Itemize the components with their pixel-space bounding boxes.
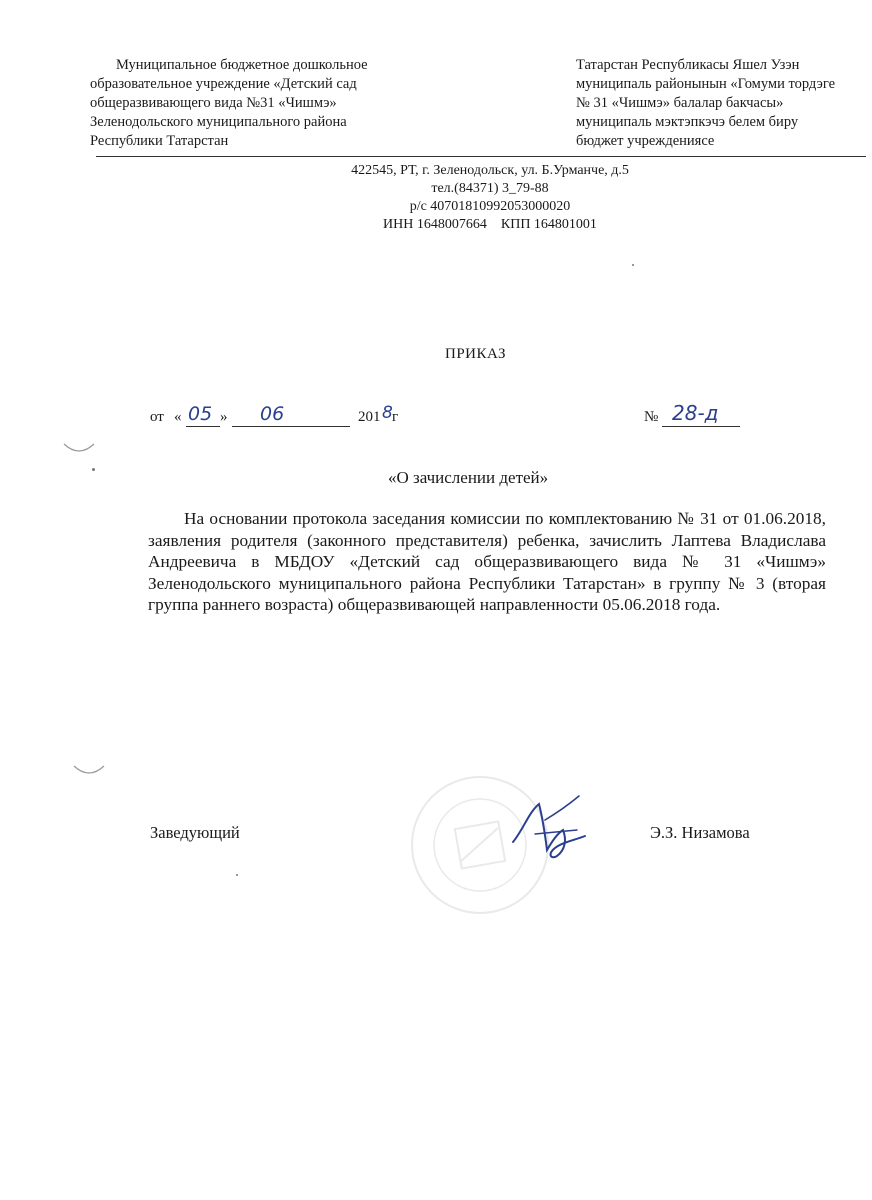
close-quote: » xyxy=(220,409,228,425)
header-left-institution xyxy=(90,56,430,151)
scan-speck xyxy=(92,468,95,471)
header-right-institution xyxy=(576,56,866,151)
address-block xyxy=(290,162,690,234)
inn-kpp-line: ИНН 1648007664 КПП 164801001 xyxy=(383,217,597,232)
signatory-position: Заведующий xyxy=(150,823,240,842)
phone-line: тел.(84371) 3_79-88 xyxy=(431,181,549,196)
day-underline xyxy=(186,426,220,427)
document-title: ПРИКАЗ xyxy=(445,346,506,362)
open-quote: « xyxy=(174,409,182,425)
header-divider xyxy=(96,156,866,157)
header-left-line: Республики Татарстан xyxy=(90,133,229,149)
signatory-name: Э.З. Низамова xyxy=(650,823,750,842)
header-right-line: № 31 «Чишмэ» балалар бакчасы» xyxy=(576,95,784,111)
scan-speck xyxy=(632,264,634,266)
handwritten-day: 05 xyxy=(188,403,213,425)
handwritten-month: 06 xyxy=(260,403,285,425)
year-suffix: г xyxy=(392,409,399,425)
number-underline xyxy=(662,426,740,427)
order-body: На основании протокола заседания комиссии по комплектованию № 31 от 01.06.2018, заявления родителя (законного представителя) ребенка, зачислить Лаптева Владислава Андреевича в МБДОУ «Детский сад общеразвивающего вида № 31 «Чишмэ» Зеленодольского муниципального района Республики Татарстан» в группу № 3 (вторая группа раннего возраста) общеразвивающей направленности 05.06.2018 года. xyxy=(148,509,826,614)
header-left-line: общеразвивающего вида №31 «Чишмэ» xyxy=(90,95,337,111)
month-underline xyxy=(232,426,350,427)
account-line: р/с 40701810992053000020 xyxy=(409,199,571,214)
header-right-line: Татарстан Республикасы Яшел Узэн xyxy=(576,57,800,73)
date-prefix: от xyxy=(150,409,164,425)
header-left-line: Муниципальное бюджетное дошкольное xyxy=(116,57,368,73)
year-printed: 201 xyxy=(358,409,381,425)
handwritten-order-number: 28-д xyxy=(672,401,719,425)
punch-hole-mark xyxy=(62,440,96,456)
handwritten-year-digit: 8 xyxy=(382,403,393,423)
header-right-line: муниципаль мэктэпкэчэ белем биру xyxy=(576,114,799,130)
handwritten-signature xyxy=(505,790,615,870)
scan-speck xyxy=(236,874,238,876)
header-right-line: муниципаль районынын «Гомуми тордэге xyxy=(576,76,836,92)
address-line: 422545, РТ, г. Зеленодольск, ул. Б.Урманче, д.5 xyxy=(351,163,629,178)
header-right-line: бюджет учреждениясе xyxy=(576,133,715,149)
number-label: № xyxy=(644,409,659,425)
punch-hole-mark xyxy=(72,762,106,778)
header-left-line: Зеленодольского муниципального района xyxy=(90,114,347,130)
header-left-line: образовательное учреждение «Детский сад xyxy=(90,76,357,92)
order-subject: «О зачислении детей» xyxy=(388,468,549,487)
